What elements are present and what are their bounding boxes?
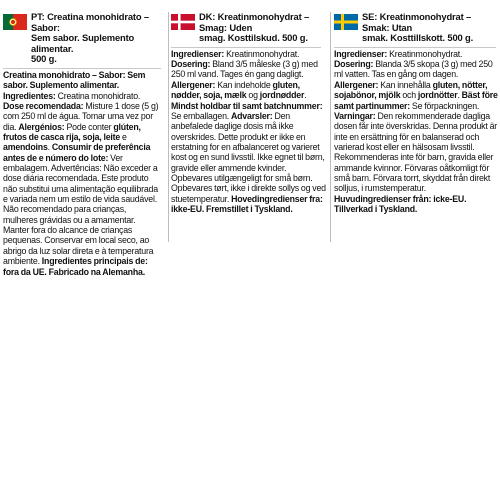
dk-divider xyxy=(171,47,321,48)
dk-warnings-text: Den anbefalede daglige dosis må ikke overskrides. Dette produkt er ikke en erstatning for en afbalanceret og varieret kost og en sund livsstil. Ikke egnet til børn, gravide eller ammende kvinder. Opbevares utilgængeligt for små børn. Opbevares tørt, ikke i direkte sollys og ved stuetemperatur. xyxy=(171,110,326,204)
column-swedish xyxy=(330,12,498,242)
se-dose-label: Dosering: xyxy=(334,59,374,70)
se-ing-label: Ingredienser: xyxy=(334,48,388,59)
se-allergen-label: Allergener: xyxy=(334,79,379,90)
dk-warnings-label: Advarsler: xyxy=(230,110,273,121)
dk-best-label: Mindst holdbar til samt batchnummer: xyxy=(171,100,323,111)
pt-allergen-label: Alergénios: xyxy=(18,121,65,132)
pt-allergen-text: Pode conter xyxy=(64,121,114,132)
dk-allergen-and: og xyxy=(246,90,260,101)
se-dose-text: Blanda 3/5 skopa (3 g) med 250 ml vatten. Tas en gång om dagen. xyxy=(334,59,493,80)
se-main-ingredients: Huvudingredienser från: icke-EU. Tillverkad i Tyskland. xyxy=(334,193,467,214)
pt-allergen-and: e xyxy=(120,132,127,143)
dk-title-line1: DK: Kreatinmonohydrat – Smag: Uden xyxy=(199,11,310,33)
dk-title xyxy=(199,12,328,44)
dk-header xyxy=(171,12,328,44)
pt-allergen-end: . xyxy=(47,142,52,153)
pt-ingredients: Creatina monohidrato. xyxy=(55,90,141,101)
pt-dose-text: Misture 1 dose (5 g) com 250 ml de água. Tomar uma vez por dia. xyxy=(3,101,159,132)
se-divider xyxy=(334,47,496,48)
se-warnings-text: Den rekommenderade dagliga dosen får inte överskridas. Denna produkt är inte en ersättning för en balanserad och varierad kost eller en hälsosam livsstil. Rekommenderas inte för barn, gravida eller ammande kvinnor. Förvaras oåtkomligt för små barn. Förvara torrt, skyddat från direkt solljus, i rumstemperatur. xyxy=(334,110,497,194)
pt-consume-text: Ver embalagem. xyxy=(3,152,123,174)
pt-body xyxy=(3,70,161,277)
pt-header xyxy=(3,12,161,65)
pt-divider xyxy=(3,68,161,69)
pt-warnings-text: Não exceder a dose diária recomendada. Este produto não substitui uma alimentação equilibrada e variada nem um estilo de vida saudável. Não recomendado para crianças, mulheres grávidas ou a amamentar. Manter fora do alcance de crianças pequenas. Conservar em local seco, ao abrigo da luz solar direta e à temperatura ambiente. xyxy=(3,163,158,267)
denmark-flag-icon xyxy=(171,14,195,30)
pt-consume-label: Consumir de preferência antes de e número do lote: xyxy=(3,142,151,163)
dk-title-line2: smag. Kosttilskud. 500 g. xyxy=(199,32,308,44)
dk-allergens-bold: gluten, nødder, soja, mælk xyxy=(171,79,300,101)
dk-ing-label: Ingredienser: xyxy=(171,48,225,59)
se-allergen-end: . xyxy=(457,90,462,101)
pt-dose-label: Dose recomendada: xyxy=(3,101,84,111)
se-warnings-label: Varningar: xyxy=(334,110,376,121)
se-title xyxy=(362,12,498,44)
se-ing-text: Kreatinmonohydrat. xyxy=(387,48,463,59)
dk-main-ingredients: Hovedingredienser fra: ikke-EU. Fremstillet i Tyskland. xyxy=(171,193,323,214)
dk-allergen-end: . xyxy=(304,90,307,101)
pt-name-bold: Creatina monohidrato – Sabor: Sem sabor. Suplemento alimentar. Ingredientes: xyxy=(3,69,146,101)
dk-allergen-last: jordnødder xyxy=(259,90,305,101)
dk-allergen-text: Kan indeholde xyxy=(215,79,273,90)
pt-title-line1: PT: Creatina monohidrato – Sabor: xyxy=(31,11,149,33)
sweden-flag-icon xyxy=(334,14,358,30)
dk-best-text: Se emballagen. xyxy=(171,110,231,121)
se-header xyxy=(334,12,498,44)
se-best-label: Bäst före samt partinummer: xyxy=(334,90,498,111)
pt-main-ingredients: Ingredientes principais de: fora da UE. Fabricado na Alemanha. xyxy=(3,256,148,277)
se-allergen-text: Kan innehålla xyxy=(378,79,433,90)
se-title-line2: smak. Kosttillskott. 500 g. xyxy=(362,32,474,44)
dk-dose-label: Dosering: xyxy=(171,59,211,70)
se-allergen-last: jordnötter xyxy=(417,90,458,101)
pt-warnings-label: Advertências: xyxy=(50,163,102,174)
pt-title-line2: Sem sabor. Suplemento alimentar. xyxy=(31,32,135,54)
portugal-flag-icon xyxy=(3,14,27,30)
dk-allergen-label: Allergener: xyxy=(171,79,216,90)
column-portuguese xyxy=(3,11,165,277)
se-allergens-bold: gluten, nötter, sojabönor, mjölk xyxy=(334,79,488,101)
pt-title-line3: 500 g. xyxy=(31,53,57,65)
pt-allergens-bold: glúten, frutos de casca rija, soja, leite xyxy=(3,121,141,143)
se-body xyxy=(334,49,498,215)
column-danish xyxy=(168,12,328,242)
pt-allergen-last: amendoins xyxy=(3,142,48,153)
dk-dose-text: Bland 3/5 måleske (3 g) med 250 ml vand. Tages én gang dagligt. xyxy=(171,59,318,80)
se-allergen-and: och xyxy=(400,90,418,101)
pt-title xyxy=(31,12,161,65)
se-best-text: Se förpackningen. xyxy=(409,100,480,111)
se-title-line1: SE: Kreatinmonohydrat – Smak: Utan xyxy=(362,11,472,33)
dk-body xyxy=(171,49,328,215)
dk-ing-text: Kreatinmonohydrat. xyxy=(224,48,300,59)
